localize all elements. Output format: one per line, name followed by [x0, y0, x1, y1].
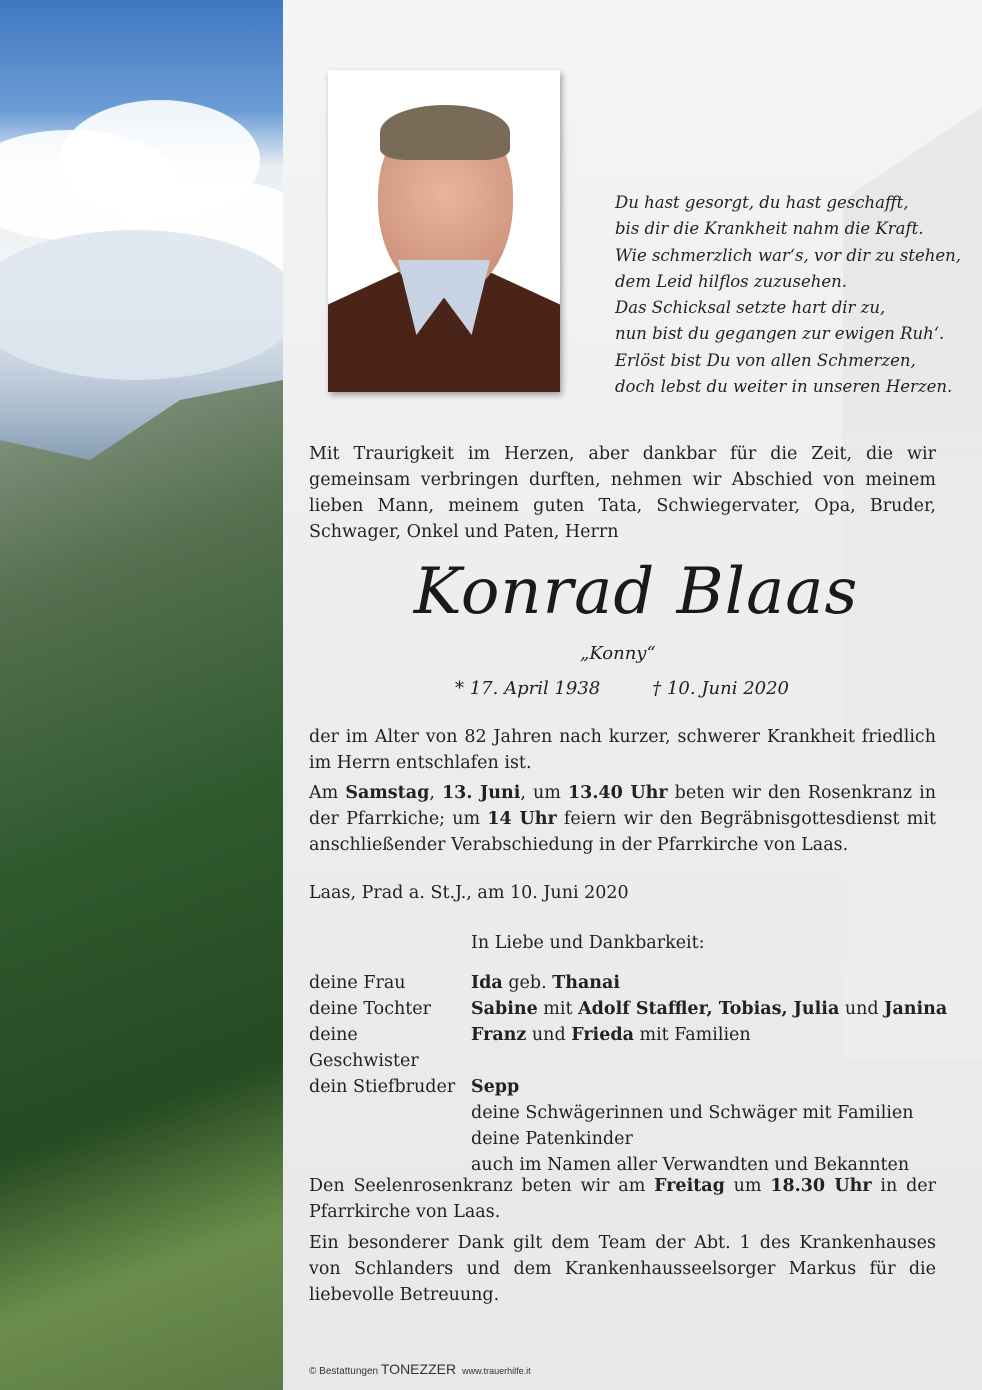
poem-line: Du hast gesorgt, du hast geschafft, — [615, 193, 909, 212]
passing-text: der im Alter von 82 Jahren nach kurzer, schwerer Krankheit friedlich im Herrn entschlafen ist. — [309, 727, 936, 773]
name-part: deine Schwägerinnen und Schwäger mit Familien — [471, 1103, 914, 1123]
family-row — [309, 1022, 947, 1074]
rosary-text: Den Seelenrosenkranz beten wir am Freitag um 18.30 Uhr in der Pfarrkirche von Laas. — [309, 1176, 936, 1222]
birth-date: * 17. April 1938 — [455, 678, 601, 699]
relation: deine Frau — [309, 973, 406, 993]
family-names — [471, 1126, 633, 1152]
thanks-text: Ein besonderer Dank gilt dem Team der Abt. 1 des Krankenhauses von Schlanders und dem Krankenhausseelsorger Markus für die liebevolle Betreuung. — [309, 1233, 936, 1305]
relation — [309, 1126, 471, 1152]
funeral-text: Am Samstag, 13. Juni, um 13.40 Uhr beten wir den Rosenkranz in der Pfarrkiche; um 14 Uhr feiern wir den Begräbnisgottesdienst mit anschließender Verabschiedung in der Pfarrkirche von Laas. — [309, 783, 937, 855]
family-names — [471, 1100, 914, 1126]
family-names — [471, 996, 947, 1022]
family-list — [309, 970, 947, 1178]
family-row — [309, 996, 947, 1022]
name-part: Janina — [884, 999, 948, 1019]
name-part: auch im Namen aller Verwandten und Bekannten — [471, 1155, 910, 1175]
relation: deine Geschwister — [309, 1025, 419, 1071]
family-names — [471, 1022, 751, 1074]
family-row — [309, 1126, 947, 1152]
name-part: Sabine — [471, 999, 538, 1019]
portrait-photo — [328, 70, 560, 392]
website-link[interactable]: www.trauerhilfe.it — [462, 1366, 531, 1376]
poem-line: Wie schmerzlich war‘s, vor dir zu stehen, — [615, 245, 962, 265]
name-part: geb. — [502, 973, 553, 993]
nickname: „Konny“ — [580, 643, 656, 664]
poem-line: doch lebst du weiter in unseren Herzen. — [615, 377, 953, 397]
relation: deine Tochter — [309, 999, 432, 1019]
family-names — [471, 1074, 519, 1100]
name-part: Frieda — [571, 1025, 634, 1045]
name-part: und — [526, 1025, 572, 1045]
name-part: Ida — [471, 973, 503, 993]
family-row — [309, 1074, 947, 1100]
poem-line: Das Schicksal setzte hart dir zu, — [615, 298, 886, 318]
funeral-home-brand: TONEZZER — [380, 1361, 457, 1377]
name-part: Thanai — [552, 973, 621, 993]
copyright: © Bestattungen — [309, 1366, 379, 1377]
poem-line: Erlöst bist Du von allen Schmerzen, — [615, 350, 916, 370]
relation — [309, 1100, 471, 1126]
place-date: Laas, Prad a. St.J., am 10. Juni 2020 — [309, 883, 629, 903]
relation: dein Stiefbruder — [309, 1077, 456, 1097]
deceased-name: Konrad Blaas — [413, 555, 859, 629]
footer — [309, 1361, 531, 1377]
poem-line: bis dir die Krankheit nahm die Kraft. — [615, 219, 924, 239]
name-part: mit Familien — [633, 1025, 751, 1045]
poem — [615, 190, 961, 400]
name-part: Sepp — [471, 1077, 520, 1097]
life-dates — [455, 678, 789, 699]
name-part: Franz — [471, 1025, 527, 1045]
poem-line: dem Leid hilflos zuzusehen. — [615, 271, 847, 291]
name-part: mit — [537, 999, 579, 1019]
name-part: und — [839, 999, 885, 1019]
poem-line: nun bist du gegangen zur ewigen Ruh‘. — [615, 324, 945, 344]
intro-text: Mit Traurigkeit im Herzen, aber dankbar für die Zeit, die wir gemeinsam verbringen durften, nehmen wir Abschied von meinem lieben Mann, meinem guten Tata, Schwiegervater, Opa, Bruder, Schwager, Onkel und Paten, Herrn — [309, 444, 936, 542]
death-date: † 10. Juni 2020 — [652, 678, 790, 699]
love-line: In Liebe und Dankbarkeit: — [471, 933, 705, 953]
name-part: deine Patenkinder — [471, 1129, 633, 1149]
family-row — [309, 970, 947, 996]
family-names — [471, 970, 620, 996]
name-part: Adolf Staffler, Tobias, Julia — [578, 999, 840, 1019]
landscape-image — [0, 0, 283, 1390]
family-row — [309, 1100, 947, 1126]
